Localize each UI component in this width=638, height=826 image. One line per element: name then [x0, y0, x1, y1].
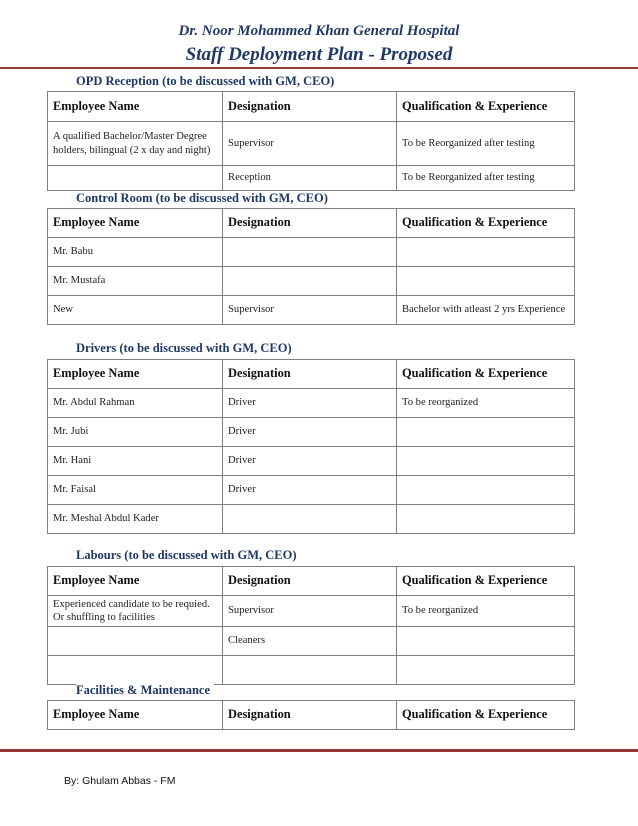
column-header-designation: Designation	[223, 701, 397, 730]
cell-name	[48, 656, 223, 685]
cell-qualification: To be Reorganized after testing	[397, 122, 575, 166]
cell-designation: Reception	[223, 166, 397, 191]
cell-name: Mr. Faisal	[48, 476, 223, 505]
footer-divider	[0, 749, 638, 752]
cell-designation: Supervisor	[223, 122, 397, 166]
column-header-name: Employee Name	[48, 701, 223, 730]
column-header-qualification: Qualification & Experience	[397, 92, 575, 122]
table-row	[48, 476, 575, 505]
table-header-row	[48, 209, 575, 238]
cell-designation: Cleaners	[223, 627, 397, 656]
table-row	[48, 267, 575, 296]
section-title-opd-reception: OPD Reception (to be discussed with GM, CEO)	[76, 74, 338, 89]
table-row	[48, 596, 575, 627]
cell-qualification	[397, 418, 575, 447]
cell-name: Mr. Hani	[48, 447, 223, 476]
cell-qualification	[397, 267, 575, 296]
column-header-designation: Designation	[223, 360, 397, 389]
column-header-designation: Designation	[223, 567, 397, 596]
column-header-name: Employee Name	[48, 209, 223, 238]
cell-qualification	[397, 505, 575, 534]
cell-name: Mr. Jubi	[48, 418, 223, 447]
table-control-room	[47, 208, 575, 325]
cell-designation	[223, 505, 397, 534]
section-title-control-room: Control Room (to be discussed with GM, CEO)	[76, 191, 332, 206]
cell-designation: Driver	[223, 418, 397, 447]
table-row	[48, 296, 575, 325]
cell-designation: Supervisor	[223, 596, 397, 627]
cell-qualification: Bachelor with atleast 2 yrs Experience	[397, 296, 575, 325]
table-row	[48, 447, 575, 476]
cell-qualification	[397, 627, 575, 656]
header-divider	[0, 67, 638, 69]
cell-qualification	[397, 476, 575, 505]
page-title: Staff Deployment Plan - Proposed	[185, 44, 453, 65]
column-header-name: Employee Name	[48, 360, 223, 389]
table-drivers	[47, 359, 575, 534]
cell-name	[48, 627, 223, 656]
cell-name: Experienced candidate to be requied. Or shuffling to facilities	[48, 596, 223, 627]
hospital-name: Dr. Noor Mohammed Khan General Hospital	[178, 23, 460, 39]
cell-name: Mr. Meshal Abdul Kader	[48, 505, 223, 534]
cell-qualification: To be reorganized	[397, 596, 575, 627]
table-header-row	[48, 360, 575, 389]
cell-designation: Driver	[223, 476, 397, 505]
cell-name: Mr. Mustafa	[48, 267, 223, 296]
column-header-designation: Designation	[223, 92, 397, 122]
table-row	[48, 166, 575, 191]
cell-name: Mr. Babu	[48, 238, 223, 267]
table-row	[48, 627, 575, 656]
table-row	[48, 505, 575, 534]
cell-qualification: To be Reorganized after testing	[397, 166, 575, 191]
column-header-name: Employee Name	[48, 92, 223, 122]
table-row	[48, 238, 575, 267]
cell-designation	[223, 238, 397, 267]
table-labours	[47, 566, 575, 685]
table-row	[48, 389, 575, 418]
cell-name: Mr. Abdul Rahman	[48, 389, 223, 418]
column-header-designation: Designation	[223, 209, 397, 238]
cell-qualification	[397, 447, 575, 476]
table-row	[48, 656, 575, 685]
cell-qualification: To be reorganized	[397, 389, 575, 418]
column-header-qualification: Qualification & Experience	[397, 360, 575, 389]
column-header-name: Employee Name	[48, 567, 223, 596]
cell-name: New	[48, 296, 223, 325]
cell-designation	[223, 656, 397, 685]
cell-qualification	[397, 238, 575, 267]
table-opd-reception	[47, 91, 575, 191]
column-header-qualification: Qualification & Experience	[397, 701, 575, 730]
column-header-qualification: Qualification & Experience	[397, 567, 575, 596]
column-header-qualification: Qualification & Experience	[397, 209, 575, 238]
section-title-labours: Labours (to be discussed with GM, CEO)	[76, 548, 301, 563]
cell-qualification	[397, 656, 575, 685]
cell-designation: Supervisor	[223, 296, 397, 325]
cell-designation: Driver	[223, 389, 397, 418]
table-row	[48, 122, 575, 166]
section-title-drivers: Drivers (to be discussed with GM, CEO)	[76, 341, 296, 356]
cell-designation: Driver	[223, 447, 397, 476]
table-row	[48, 418, 575, 447]
table-header-row	[48, 701, 575, 730]
table-facilities-maintenance	[47, 700, 575, 730]
table-header-row	[48, 567, 575, 596]
cell-name: A qualified Bachelor/Master Degree holders, bilingual (2 x day and night)	[48, 122, 223, 166]
table-header-row	[48, 92, 575, 122]
cell-designation	[223, 267, 397, 296]
footer-author: By: Ghulam Abbas - FM	[64, 775, 176, 787]
cell-name	[48, 166, 223, 191]
section-title-facilities-maintenance: Facilities & Maintenance	[76, 683, 214, 698]
